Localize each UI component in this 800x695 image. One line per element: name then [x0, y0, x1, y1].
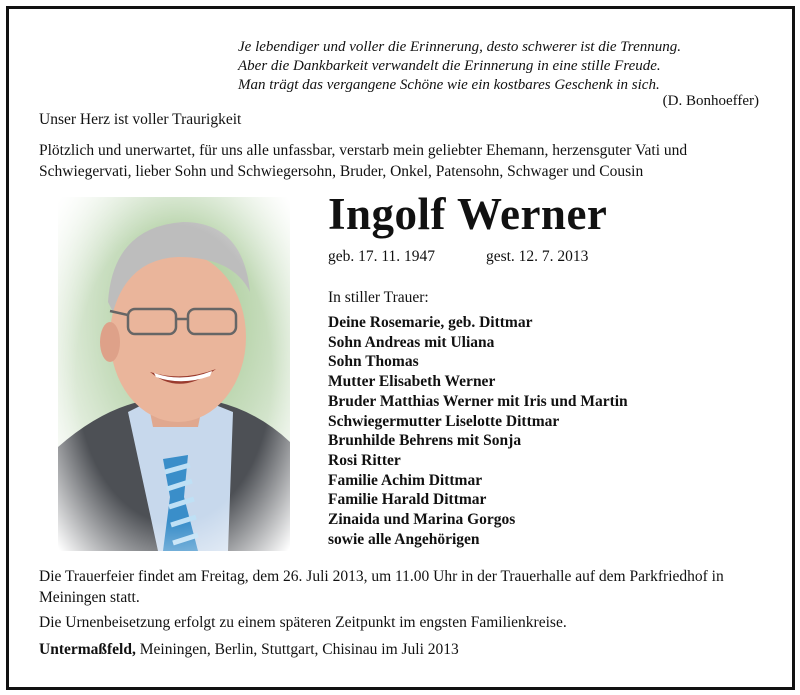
mourner-item: Rosi Ritter [328, 451, 401, 469]
quote-line: Man trägt das vergangene Schöne wie ein kostbares Geschenk in sich. [238, 77, 660, 93]
mourner-item: Schwiegermutter Liselotte Dittmar [328, 412, 560, 430]
place-town: Untermaßfeld, [39, 641, 136, 658]
mourning-label: In stiller Trauer: [328, 289, 429, 306]
mourner-item: Zinaida und Marina Gorgos [328, 511, 516, 529]
deceased-name: Ingolf Werner [328, 189, 608, 239]
death-date: gest. 12. 7. 2013 [485, 248, 589, 265]
intro-text: Plötzlich und unerwartet, für uns alle unfassbar, verstarb mein geliebter Ehemann, herzensguter Vati und Schwiegervati, lieber Sohn und Schwiegersohn, Bruder, Onkel, Patensohn, Schwager und Cousin [39, 142, 688, 180]
quote-author: (D. Bonhoeffer) [662, 93, 759, 109]
place-rest: Meiningen, Berlin, Stuttgart, Chisinau im Juli 2013 [135, 641, 459, 658]
headline: Unser Herz ist voller Traurigkeit [39, 111, 242, 128]
mourner-item: Sohn Andreas mit Uliana [328, 333, 495, 351]
life-dates [328, 248, 588, 266]
quote-line: Je lebendiger und voller die Erinnerung, desto schwerer ist die Trennung. [238, 39, 681, 55]
bonhoeffer-quote [238, 38, 758, 95]
mourner-item: Familie Harald Dittmar [328, 491, 487, 509]
mourner-item: Mutter Elisabeth Werner [328, 373, 496, 391]
quote-line: Aber die Dankbarkeit verwandelt die Erinnerung in eine stille Freude. [238, 58, 661, 74]
urn-burial-text: Die Urnenbeisetzung erfolgt zu einem späteren Zeitpunkt im engsten Familienkreise. [39, 614, 567, 631]
mourner-item: Bruder Matthias Werner mit Iris und Martin [328, 392, 628, 410]
funeral-service-text: Die Trauerfeier findet am Freitag, dem 26. Juli 2013, um 11.00 Uhr in der Trauerhalle auf dem Parkfriedhof in Meiningen statt. [39, 568, 724, 606]
mourner-item: sowie alle Angehörigen [328, 530, 480, 548]
mourner-item: Sohn Thomas [328, 353, 419, 371]
portrait-photo [58, 197, 290, 551]
mourner-list [328, 313, 628, 549]
mourner-item: Deine Rosemarie, geb. Dittmar [328, 314, 533, 331]
birth-date: geb. 17. 11. 1947 [328, 248, 436, 265]
mourner-item: Familie Achim Dittmar [328, 471, 483, 489]
place-date-line [39, 639, 459, 660]
mourner-item: Brunhilde Behrens mit Sonja [328, 432, 522, 450]
